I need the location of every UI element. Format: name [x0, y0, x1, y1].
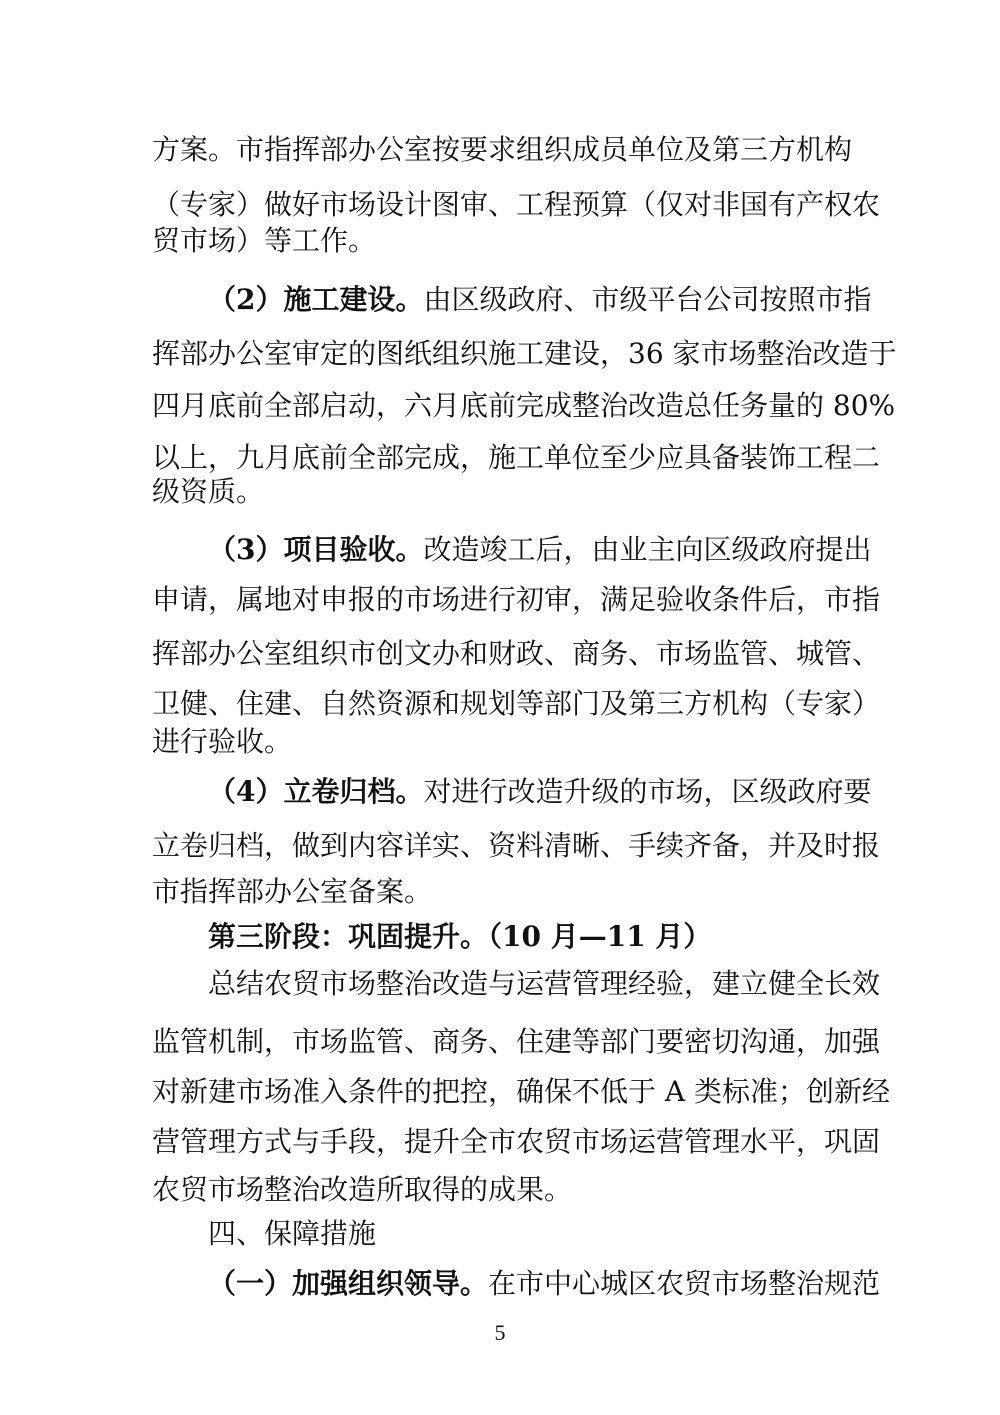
text-run: 由区级政府、市级平台公司按照市指 — [423, 283, 872, 316]
section-lead: （4）立卷归档。 — [208, 775, 424, 808]
text-line: 四月底前全部启动，六月底前完成整治改造总任务量的 80% — [152, 389, 896, 422]
text-line: 挥部办公室组织市创文办和财政、商务、市场监管、城管、 — [152, 637, 881, 670]
paragraph-first-line: 总结农贸市场整治改造与运营管理经验，建立健全长效 — [208, 967, 881, 1000]
text-line: （专家）做好市场设计图审、工程预算（仅对非国有产权农 — [152, 188, 881, 221]
text-line: 申请，属地对申报的市场进行初审，满足验收条件后，市指 — [152, 583, 881, 616]
paragraph-first-line — [208, 1262, 881, 1306]
text-run: 在市中心城区农贸市场整治规范 — [488, 1267, 881, 1300]
text-line: 方案。市指挥部办公室按要求组织成员单位及第三方机构 — [152, 133, 853, 166]
paragraph-first-line — [208, 770, 872, 814]
text-line: 进行验收。 — [152, 725, 293, 758]
text-line: 监管机制，市场监管、商务、住建等部门要密切沟通，加强 — [152, 1025, 881, 1058]
section-lead: （3）项目验收。 — [208, 533, 424, 566]
text-line: 以上，九月底前全部完成，施工单位至少应具备装饰工程二 — [152, 441, 881, 474]
section-lead: （2）施工建设。 — [208, 283, 424, 316]
text-line: 贸市场）等工作。 — [152, 224, 377, 257]
text-line: 营管理方式与手段，提升全市农贸市场运营管理水平，巩固 — [152, 1125, 881, 1158]
stage-heading: 第三阶段：巩固提升。（10 月—11 月） — [208, 920, 712, 953]
paragraph-first-line — [208, 528, 872, 572]
page-number: 5 — [494, 1320, 506, 1345]
text-run: 对进行改造升级的市场，区级政府要 — [423, 775, 872, 808]
text-line: 农贸市场整治改造所取得的成果。 — [152, 1173, 573, 1206]
text-line: 立卷归档，做到内容详实、资料清晰、手续齐备，并及时报 — [152, 829, 881, 862]
text-line: 级资质。 — [152, 475, 265, 508]
paragraph-first-line — [208, 278, 872, 322]
text-line: 挥部办公室审定的图纸组织施工建设，36 家市场整治改造于 — [152, 337, 897, 370]
section-lead: （一）加强组织领导。 — [208, 1267, 489, 1300]
text-line: 对新建市场准入条件的把控，确保不低于 A 类标准；创新经 — [152, 1075, 891, 1108]
text-line: 卫健、住建、自然资源和规划等部门及第三方机构（专家） — [152, 687, 881, 720]
section-heading: 四、保障措施 — [208, 1217, 377, 1250]
text-run: 改造竣工后，由业主向区级政府提出 — [423, 533, 872, 566]
text-line: 市指挥部办公室备案。 — [152, 875, 433, 908]
